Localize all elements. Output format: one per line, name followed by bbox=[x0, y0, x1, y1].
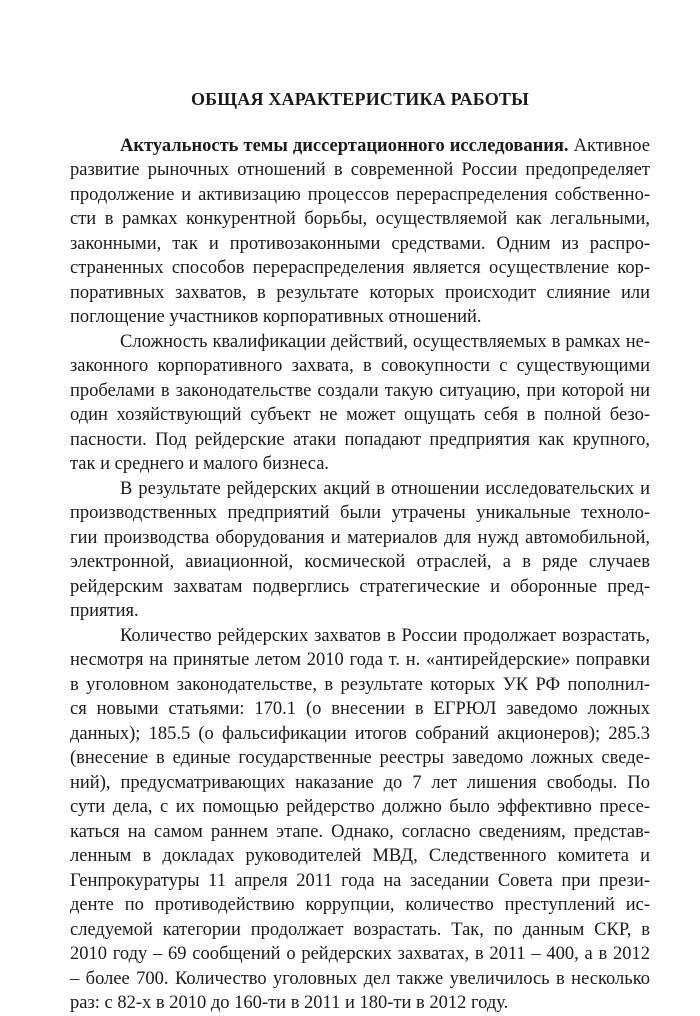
paragraph-line: поративных захватов, в результате которых происходит слияние или bbox=[70, 282, 650, 303]
paragraph-line: продолжение и активизацию процессов перераспределения собственно- bbox=[70, 184, 650, 205]
paragraph-line: Количество рейдерских захватов в России продолжает возрастать, bbox=[120, 625, 650, 646]
paragraph-line: электронной, авиационной, космической отраслей, а в ряде случаев bbox=[70, 552, 650, 572]
paragraph-relevance bbox=[70, 134, 650, 330]
paragraph-line: развитие рыночных отношений в современной России предопределяет bbox=[70, 160, 650, 180]
paragraph-line: Актуальность темы диссертационного исследования. Активное bbox=[120, 135, 650, 156]
paragraph-complexity bbox=[70, 330, 650, 477]
paragraph-consequences bbox=[70, 477, 650, 624]
paragraph-line: пасности. Под рейдерские атаки попадают предприятия как крупного, bbox=[70, 429, 650, 450]
paragraph-line: в уголовном законодательстве, в результате которых УК РФ пополнил- bbox=[70, 674, 650, 695]
paragraph-line: Сложность квалификации действий, осуществляемых в рамках не- bbox=[120, 331, 650, 352]
paragraph-line: денте по противодействию коррупции, количество преступлений ис- bbox=[70, 895, 650, 915]
paragraph-line: один хозяйствующий субъект не может ощущать себя в полной безо- bbox=[70, 405, 650, 425]
paragraph-line: законного корпоративного захвата, в совокупности с существующими bbox=[70, 356, 650, 376]
page-content bbox=[70, 87, 650, 1016]
paragraph-line: законными, так и противозаконными средствами. Одним из распро- bbox=[70, 233, 650, 254]
paragraph-line: гии производства оборудования и материалов для нужд автомобильной, bbox=[70, 527, 650, 548]
paragraph-line: ний), предусматривающих наказание до 7 лет лишения свободы. По bbox=[70, 772, 650, 793]
paragraph-line: так и среднего и малого бизнеса. bbox=[70, 454, 330, 474]
paragraph-line: сути дела, с их помощью рейдерство должно было эффективно пресе- bbox=[70, 797, 650, 817]
paragraph-line: несмотря на принятые летом 2010 года т. н. «антирейдерские» поправки bbox=[70, 650, 650, 670]
paragraph-line: поглощение участников корпоративных отношений. bbox=[70, 307, 482, 327]
paragraph-line: (внесение в единые государственные реестры заведомо ложных сведе- bbox=[70, 748, 650, 768]
paragraph-line: страненных способов перераспределения является осуществление кор- bbox=[70, 258, 650, 278]
paragraph-line: каться на самом раннем этапе. Однако, согласно сведениям, представ- bbox=[70, 821, 650, 842]
paragraph-line: приятия. bbox=[70, 601, 139, 621]
section-heading: ОБЩАЯ ХАРАКТЕРИСТИКА РАБОТЫ bbox=[190, 89, 530, 109]
paragraph-line: В результате рейдерских акций в отношении исследовательских и bbox=[120, 478, 650, 499]
paragraph-line: раз: с 82-х в 2010 до 160-ти в 2011 и 180-ти в 2012 году. bbox=[70, 993, 509, 1013]
paragraph-lead: Актуальность темы диссертационного исследования. bbox=[120, 135, 569, 156]
paragraph-line: ся новыми статьями: 170.1 (о внесении в ЕГРЮЛ заведомо ложных bbox=[70, 699, 650, 719]
paragraph-line: данных); 185.5 (о фальсификации итогов собраний акционеров); 285.3 bbox=[70, 723, 650, 744]
paragraph-line: пробелами в законодательстве создали такую ситуацию, при которой ни bbox=[70, 380, 650, 401]
paragraph-line: рейдерским захватам подверглись стратегические и оборонные пред- bbox=[70, 576, 650, 597]
paragraph-line: производственных предприятий были утрачены уникальные техноло- bbox=[70, 503, 650, 523]
paragraph-line: ленным в докладах руководителей МВД, Следственного комитета и bbox=[70, 846, 650, 866]
paragraph-statistics bbox=[70, 624, 650, 1016]
paragraph-line: Генпрокуратуры 11 апреля 2011 года на заседании Совета при прези- bbox=[70, 870, 650, 891]
paragraph-line: – более 700. Количество уголовных дел также увеличилось в несколько bbox=[70, 968, 650, 989]
paragraph-line: следуемой категории продолжает возрастать. Так, по данным СКР, в bbox=[70, 919, 650, 940]
paragraph-line: 2010 году – 69 сообщений о рейдерских захватах, в 2011 – 400, а в 2012 bbox=[70, 944, 650, 964]
paragraph-line: сти в рамках конкурентной борьбы, осуществляемой как легальными, bbox=[70, 209, 650, 229]
